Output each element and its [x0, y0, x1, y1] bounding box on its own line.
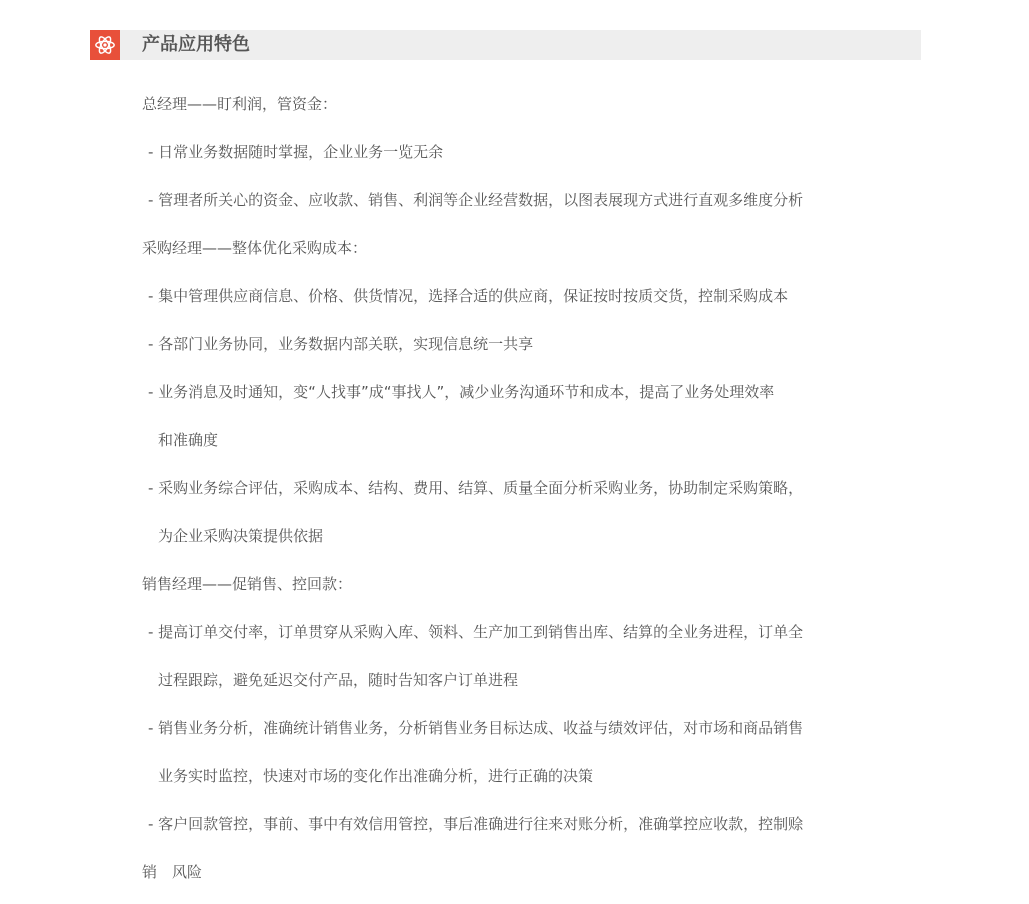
- list-item: - 集中管理供应商信息、价格、供货情况，选择合适的供应商，保证按时按质交货，控制采购成本: [148, 287, 789, 305]
- section-title: 产品应用特色: [142, 34, 250, 55]
- list-item: - 销售业务分析，准确统计销售业务，分析销售业务目标达成、收益与绩效评估，对市场和商品销售: [148, 719, 804, 737]
- list-item-continuation: 销 风险: [142, 863, 203, 881]
- role-heading-purchasing-manager: 采购经理——整体优化采购成本：: [142, 239, 368, 257]
- role-heading-sales-manager: 销售经理——促销售、控回款：: [142, 575, 353, 593]
- feature-list: [142, 80, 862, 896]
- atom-icon: [90, 30, 120, 60]
- list-item: - 客户回款管控，事前、事中有效信用管控，事后准确进行往来对账分析，准确掌控应收款，控制赊: [148, 815, 804, 833]
- list-item-continuation: 为企业采购决策提供依据: [158, 527, 324, 545]
- list-item: - 日常业务数据随时掌握，企业业务一览无余: [148, 143, 444, 161]
- list-item-continuation: 业务实时监控，快速对市场的变化作出准确分析，进行正确的决策: [158, 767, 594, 785]
- list-item-continuation: 和准确度: [158, 431, 219, 449]
- role-heading-general-manager: 总经理——盯利润，管资金：: [142, 95, 338, 113]
- list-item: - 提高订单交付率，订单贯穿从采购入库、领料、生产加工到销售出库、结算的全业务进程，订单全: [148, 623, 804, 641]
- list-item: - 采购业务综合评估，采购成本、结构、费用、结算、质量全面分析采购业务，协助制定采购策略，: [148, 479, 804, 497]
- list-item: - 管理者所关心的资金、应收款、销售、利润等企业经营数据，以图表展现方式进行直观多维度分析: [148, 191, 804, 209]
- list-item: - 各部门业务协同，业务数据内部关联，实现信息统一共享: [148, 335, 534, 353]
- list-item: - 业务消息及时通知，变“人找事”成“事找人”，减少业务沟通环节和成本，提高了业务处理效率: [148, 383, 775, 401]
- list-item-continuation: 过程跟踪，避免延迟交付产品，随时告知客户订单进程: [158, 671, 519, 689]
- section-header: [90, 30, 921, 60]
